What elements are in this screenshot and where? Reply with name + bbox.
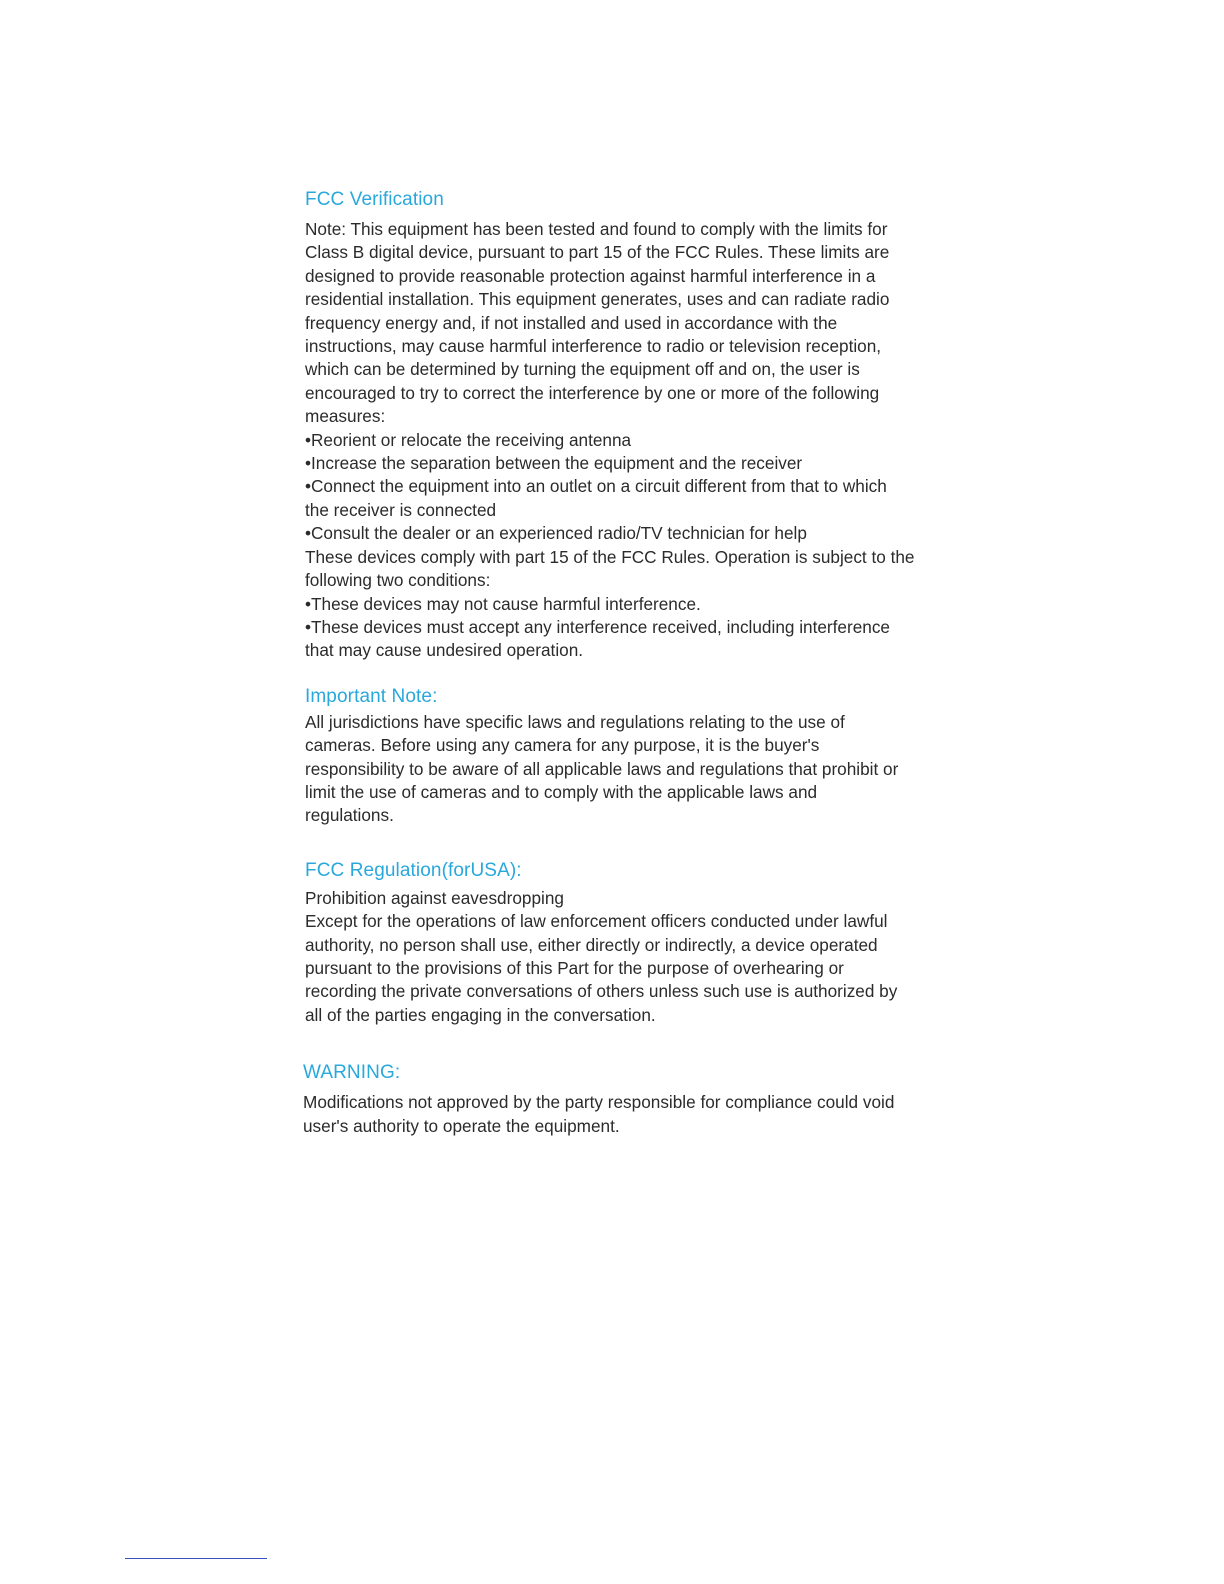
- text-line: encouraged to try to correct the interference by one or more of the following: [305, 382, 880, 403]
- text-line: regulations.: [305, 805, 394, 826]
- important-note-text: [305, 711, 995, 828]
- fcc-regulation-text: [305, 887, 995, 1027]
- text-line: Prohibition against eavesdropping: [305, 887, 564, 908]
- text-line: All jurisdictions have specific laws and regulations relating to the use of: [305, 711, 845, 732]
- text-line: Except for the operations of law enforcement officers conducted under lawful: [305, 911, 888, 932]
- bullet-item: •These devices may not cause harmful interference.: [305, 593, 701, 614]
- text-line: designed to provide reasonable protection against harmful interference in a: [305, 265, 876, 286]
- fcc-regulation-section: [305, 857, 995, 1027]
- text-line: responsibility to be aware of all applicable laws and regulations that prohibit or: [305, 758, 899, 779]
- fcc-verification-text: [305, 218, 995, 663]
- bullet-item: •Reorient or relocate the receiving antenna: [305, 429, 632, 450]
- warning-text: [303, 1091, 993, 1138]
- text-line: user's authority to operate the equipment.: [303, 1115, 620, 1136]
- text-line: following two conditions:: [305, 570, 491, 591]
- bullet-item: •Connect the equipment into an outlet on a circuit different from that to which: [305, 476, 887, 497]
- warning-section: [303, 1059, 993, 1138]
- text-line: pursuant to the provisions of this Part for the purpose of overhearing or: [305, 957, 844, 978]
- document-body: [305, 186, 995, 1138]
- text-line: the receiver is connected: [305, 499, 497, 520]
- bullet-item: •Consult the dealer or an experienced radio/TV technician for help: [305, 523, 807, 544]
- important-note-heading: Important Note:: [305, 685, 438, 707]
- text-line: measures:: [305, 406, 386, 427]
- text-line: frequency energy and, if not installed and used in accordance with the: [305, 312, 838, 333]
- text-line: all of the parties engaging in the conversation.: [305, 1004, 656, 1025]
- fcc-verification-section: [305, 186, 995, 663]
- text-line: recording the private conversations of others unless such use is authorized by: [305, 981, 898, 1002]
- important-note-section: [305, 683, 995, 828]
- bullet-item: •These devices must accept any interference received, including interference: [305, 616, 890, 637]
- bullet-item: •Increase the separation between the equipment and the receiver: [305, 453, 803, 474]
- text-line: Modifications not approved by the party responsible for compliance could void: [303, 1092, 895, 1113]
- warning-heading: WARNING:: [303, 1062, 401, 1084]
- text-line: authority, no person shall use, either directly or indirectly, a device operated: [305, 934, 878, 955]
- text-line: Class B digital device, pursuant to part 15 of the FCC Rules. These limits are: [305, 242, 890, 263]
- text-line: limit the use of cameras and to comply with the applicable laws and: [305, 781, 818, 802]
- text-line: residential installation. This equipment generates, uses and can radiate radio: [305, 289, 890, 310]
- fcc-verification-heading: FCC Verification: [305, 189, 444, 210]
- text-line: Note: This equipment has been tested and found to comply with the limits for: [305, 219, 888, 239]
- text-line: which can be determined by turning the equipment off and on, the user is: [305, 359, 860, 380]
- fcc-regulation-heading: FCC Regulation(forUSA):: [305, 859, 522, 881]
- footnote-divider: [125, 1558, 267, 1559]
- text-line: These devices comply with part 15 of the FCC Rules. Operation is subject to the: [305, 546, 915, 567]
- text-line: instructions, may cause harmful interference to radio or television reception,: [305, 336, 882, 357]
- text-line: that may cause undesired operation.: [305, 640, 584, 661]
- text-line: cameras. Before using any camera for any purpose, it is the buyer's: [305, 735, 820, 756]
